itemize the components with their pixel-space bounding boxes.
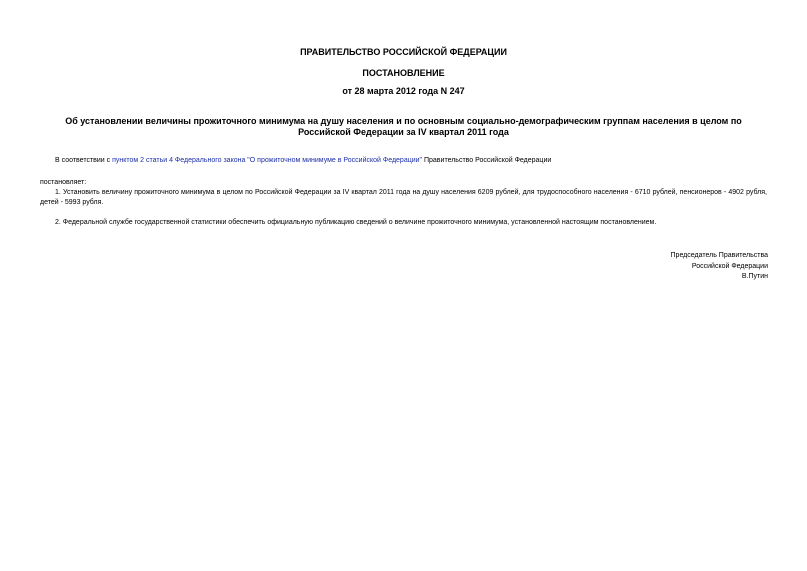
preamble-prefix: В соответствии с [55,157,113,164]
item-2-paragraph: 2. Федеральной службе государственной статистики обеспечить официальную публикацию сведений о величине прожиточного минимума, установленной настоящим постановлением. [55,219,657,226]
document-date-number: от 28 марта 2012 года N 247 [342,86,465,96]
law-reference-link[interactable]: пунктом 2 статьи 4 Федерального закона "О прожиточном минимуме в Российской Федерации" [112,157,423,164]
signatory-position: Председатель Правительства [670,252,768,259]
preamble-suffix: Правительство Российской Федерации [422,157,552,164]
document-type: ПОСТАНОВЛЕНИЕ [362,68,445,78]
signatory-country: Российской Федерации [691,263,768,270]
item-1-paragraph: 1. Установить величину прожиточного минимума в целом по Российской Федерации за IV квартал 2011 года на душу населения 6209 рублей, для трудоспособного населения - 6710 рублей, пенсионеров - 4902 рубля, детей - 5993 рубля. [40,189,767,206]
government-name: ПРАВИТЕЛЬСТВО РОССИЙСКОЙ ФЕДЕРАЦИИ [300,47,507,57]
resolves-word: постановляет: [40,179,87,186]
signatory-name: В.Путин [741,273,768,280]
preamble-paragraph [55,156,551,166]
document-title: Об установлении величины прожиточного минимума на душу населения и по основным социально-демографическим группам населения в целом по Российской Федерации за IV квартал 2011 года [65,116,742,137]
